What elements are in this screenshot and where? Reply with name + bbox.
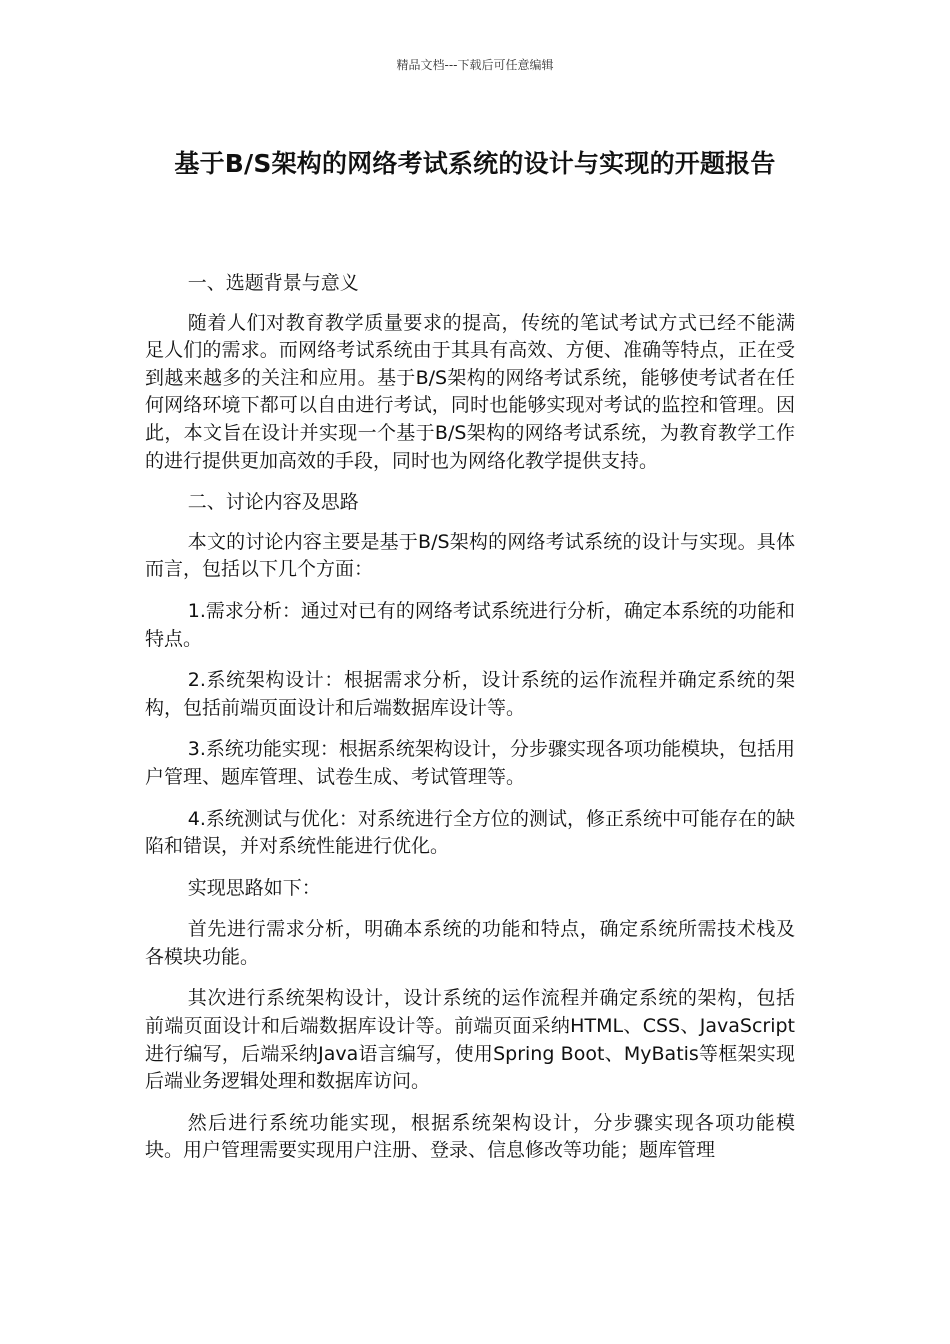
paragraph-approach-step2: 其次进行系统架构设计，设计系统的运作流程并确定系统的架构，包括前端页面设计和后端数据库设计等。前端页面采纳HTML、CSS、JavaScript进行编写，后端采纳Java语言编写，使用Spring Boot、MyBatis等框架实现后端业务逻辑处理和数据库访问。 — [145, 987, 795, 1093]
paragraph-content-intro: 本文的讨论内容主要是基于B/S架构的网络考试系统的设计与实现。具体而言，包括以下几个方面： — [145, 530, 795, 581]
paragraph-approach-step1: 首先进行需求分析，明确本系统的功能和特点，确定系统所需技术栈及各模块功能。 — [145, 918, 795, 968]
list-item-requirements: 1.需求分析：通过对已有的网络考试系统进行分析，确定本系统的功能和特点。 — [145, 599, 795, 650]
page-header: 精品文档---下载后可任意编辑 — [396, 58, 554, 72]
paragraph-approach-step3: 然后进行系统功能实现，根据系统架构设计，分步骤实现各项功能模块。用户管理需要实现用户注册、登录、信息修改等功能；题库管理 — [145, 1111, 795, 1162]
list-item-implementation: 3.系统功能实现：根据系统架构设计，分步骤实现各项功能模块，包括用户管理、题库管理、试卷生成、考试管理等。 — [145, 738, 795, 788]
list-item-architecture: 2.系统架构设计：根据需求分析，设计系统的运作流程并确定系统的架构，包括前端页面设计和后端数据库设计等。 — [145, 669, 795, 719]
paragraph-approach-heading: 实现思路如下： — [187, 876, 321, 899]
section-heading-background: 一、选题背景与意义 — [187, 272, 359, 294]
document-title: 基于B/S架构的网络考试系统的设计与实现的开题报告 — [174, 149, 776, 178]
paragraph-background: 随着人们对教育教学质量要求的提高，传统的笔试考试方式已经不能满足人们的需求。而网络考试系统由于其具有高效、方便、准确等特点，正在受到越来越多的关注和应用。基于B/S架构的网络考试系统，能够使考试者在任何网络环境下都可以自由进行考试，同时也能够实现对考试的监控和管理。因此，本文旨在设计并实现一个基于B/S架构的网络考试系统，为教育教学工作的进行提供更加高效的手段，同时也为网络化教学提供支持。 — [145, 311, 795, 472]
section-heading-content: 二、讨论内容及思路 — [187, 491, 359, 514]
document-body — [145, 270, 795, 1179]
list-item-testing: 4.系统测试与优化：对系统进行全方位的测试，修正系统中可能存在的缺陷和错误，并对系统性能进行优化。 — [145, 807, 795, 858]
